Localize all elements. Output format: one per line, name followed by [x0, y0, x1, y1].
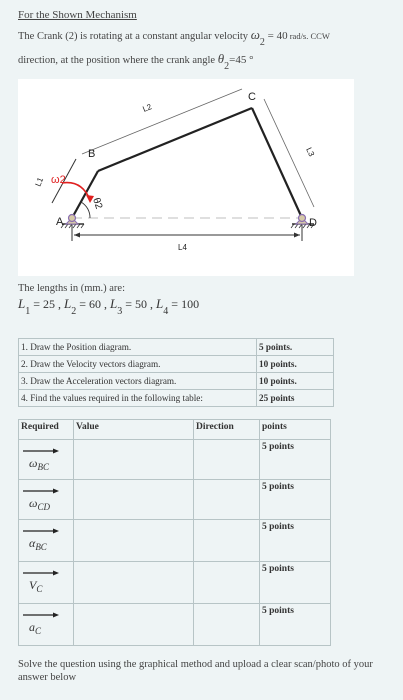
symbol-omega-cd: $\omega_{CD}$ — [29, 496, 50, 512]
statement-text: The Crank (2) is rotating at a constant angular velocity — [18, 31, 251, 42]
l3-value: 50 — [135, 297, 148, 311]
task-points: 25 points — [257, 390, 334, 407]
table-row — [19, 562, 331, 604]
vector-arrow-icon — [21, 448, 61, 454]
omega-subscript: 2 — [259, 37, 265, 48]
points-cell: 5 points — [260, 480, 331, 520]
omega-value: = 40 — [264, 30, 288, 42]
points-cell: 5 points — [260, 520, 331, 562]
symbol-alpha-bc: $\alpha_{BC}$ — [29, 536, 47, 552]
task-row — [19, 339, 334, 356]
label-b: B — [88, 148, 96, 160]
task-text: 3. Draw the Acceleration vectors diagram. — [19, 373, 257, 390]
direction-cell[interactable] — [194, 440, 260, 480]
task-row — [19, 373, 334, 390]
footer-instructions: Solve the question using the graphical method and upload a clear scan/photo of your answer below — [18, 659, 373, 683]
l4-value: 100 — [181, 297, 200, 311]
symbol-omega-bc: $\omega_{BC}$ — [29, 456, 49, 472]
value-cell[interactable] — [74, 440, 194, 480]
task-text: 4. Find the values required in the following table: — [19, 390, 257, 407]
l2-value: 60 — [89, 297, 102, 311]
l4-arrow-left — [74, 233, 80, 238]
direction-cell[interactable] — [194, 562, 260, 604]
vector-arrow-icon — [21, 488, 61, 494]
header-required: Required — [19, 420, 74, 440]
problem-statement-line-2 — [18, 51, 254, 72]
task-points: 10 points. — [257, 356, 334, 373]
problem-title: For the Shown Mechanism — [18, 9, 137, 21]
task-points: 10 points. — [257, 373, 334, 390]
theta-value: =45 ° — [229, 54, 254, 66]
table-header-row — [19, 420, 331, 440]
task-text: 1. Draw the Position diagram. — [19, 339, 257, 356]
vector-arrow-icon — [21, 612, 61, 618]
label-theta2: θ2 — [90, 196, 105, 211]
header-value: Value — [74, 420, 194, 440]
label-a: A — [56, 216, 64, 228]
tasks-table — [18, 338, 334, 407]
link-crank-l1 — [72, 171, 98, 218]
required-cell — [19, 520, 74, 562]
omega2-arrow — [62, 183, 90, 200]
table-row — [19, 604, 331, 646]
label-l1: L1 — [33, 176, 46, 188]
l1-value: 25 — [43, 297, 56, 311]
lengths-values: $L_1 = 25$ , $L_2 = 60$ , $L_3 = 50$ , $L_4 = 100$ — [18, 296, 200, 317]
l4-arrow-right — [294, 233, 300, 238]
mechanism-figure — [18, 79, 354, 276]
required-cell — [19, 604, 74, 646]
pin-a — [69, 215, 76, 222]
table-row — [19, 520, 331, 562]
task-points: 5 points. — [257, 339, 334, 356]
statement-text-2: direction, at the position where the crank angle — [18, 55, 218, 66]
value-cell[interactable] — [74, 562, 194, 604]
label-l3: L3 — [304, 146, 317, 158]
vector-arrow-icon — [21, 570, 61, 576]
header-direction: Direction — [194, 420, 260, 440]
link-coupler-l2 — [98, 108, 252, 171]
points-cell: 5 points — [260, 562, 331, 604]
theta2-arc — [81, 202, 90, 218]
symbol-accel-c: $a_C$ — [29, 620, 42, 636]
pin-d — [299, 215, 306, 222]
points-cell: 5 points — [260, 604, 331, 646]
required-cell — [19, 440, 74, 480]
link-rocker-l3 — [252, 108, 302, 218]
theta-subscript: 2 — [224, 61, 230, 72]
omega-unit: rad/s. CCW — [287, 31, 330, 41]
symbol-velocity-c: $V_C$ — [29, 578, 43, 594]
label-l4: L4 — [178, 243, 187, 252]
table-row — [19, 480, 331, 520]
value-cell[interactable] — [74, 604, 194, 646]
direction-cell[interactable] — [194, 480, 260, 520]
omega-symbol: ω — [250, 27, 260, 42]
lengths-label: The lengths in (mm.) are: — [18, 283, 126, 294]
label-l2: L2 — [141, 102, 154, 114]
problem-statement-line-1 — [18, 27, 330, 48]
task-row — [19, 390, 334, 407]
required-cell — [19, 562, 74, 604]
vector-arrow-icon — [21, 528, 61, 534]
required-values-table — [18, 419, 331, 646]
task-row — [19, 356, 334, 373]
value-cell[interactable] — [74, 520, 194, 562]
header-points: points — [260, 420, 331, 440]
points-cell: 5 points — [260, 440, 331, 480]
table-row — [19, 440, 331, 480]
direction-cell[interactable] — [194, 604, 260, 646]
direction-cell[interactable] — [194, 520, 260, 562]
task-text: 2. Draw the Velocity vectors diagram. — [19, 356, 257, 373]
required-cell — [19, 480, 74, 520]
four-bar-diagram — [18, 79, 354, 276]
label-omega2: ω2 — [51, 174, 66, 186]
label-c: C — [248, 91, 256, 103]
theta-symbol: θ — [217, 51, 225, 66]
label-d: D — [309, 217, 317, 229]
value-cell[interactable] — [74, 480, 194, 520]
